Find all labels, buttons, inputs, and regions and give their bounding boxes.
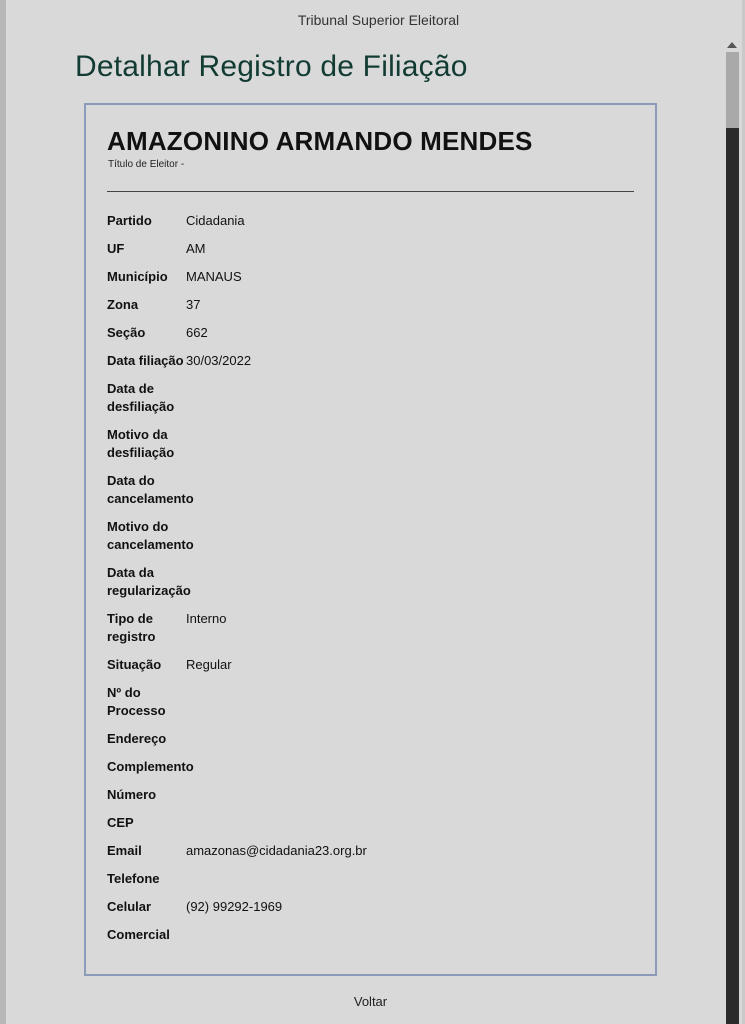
field-row-motivo-cancelamento <box>107 518 634 564</box>
field-value: 30/03/2022 <box>186 353 252 368</box>
field-label: Complemento <box>107 759 194 774</box>
field-label: Data do cancelamento <box>107 473 194 506</box>
field-row-situacao <box>107 656 634 684</box>
field-value: Regular <box>186 657 232 672</box>
person-name: AMAZONINO ARMANDO MENDES <box>107 126 533 156</box>
field-row-comercial <box>107 926 634 954</box>
field-label: Celular <box>107 899 152 914</box>
scrollbar-track-segment <box>726 52 739 128</box>
field-row-complemento <box>107 758 634 786</box>
field-row-secao <box>107 324 634 352</box>
record-card <box>84 103 657 976</box>
field-label: Telefone <box>107 871 160 886</box>
field-row-data-filiacao <box>107 352 634 380</box>
site-header: Tribunal Superior Eleitoral <box>297 12 460 28</box>
back-link[interactable]: Voltar <box>353 994 388 1009</box>
field-value: (92) 99292-1969 <box>186 899 283 914</box>
field-label: Data da regularização <box>107 565 191 598</box>
field-value: amazonas@cidadania23.org.br <box>186 843 367 858</box>
field-row-motivo-desfiliacao <box>107 426 634 472</box>
field-label: UF <box>107 241 125 256</box>
field-value: 37 <box>186 297 201 312</box>
voter-title-label: Título de Eleitor - <box>108 159 185 170</box>
field-row-municipio <box>107 268 634 296</box>
field-label: Data de desfiliação <box>107 381 175 414</box>
field-row-endereco <box>107 730 634 758</box>
field-label: CEP <box>107 815 134 830</box>
field-row-data-desfiliacao <box>107 380 634 426</box>
field-label: Motivo da desfiliação <box>107 427 175 460</box>
field-label: Partido <box>107 213 152 228</box>
field-value: AM <box>186 241 206 256</box>
field-label: Seção <box>107 325 146 340</box>
field-label: Zona <box>107 297 139 312</box>
field-row-zona <box>107 296 634 324</box>
field-label: Município <box>107 269 168 284</box>
field-label: Endereço <box>107 731 167 746</box>
divider <box>107 191 634 192</box>
scrollbar-thumb[interactable] <box>726 128 739 1024</box>
field-value: 662 <box>186 325 208 340</box>
record-fields <box>107 212 634 954</box>
vertical-scrollbar[interactable] <box>726 42 739 1024</box>
field-label: Número <box>107 787 157 802</box>
field-value: Cidadania <box>186 213 245 228</box>
field-row-numero-processo <box>107 684 634 730</box>
field-label: Situação <box>107 657 162 672</box>
field-value: MANAUS <box>186 269 242 284</box>
field-label: Tipo de registro <box>107 611 156 644</box>
field-value: Interno <box>186 611 227 626</box>
field-label: Data filiação <box>107 353 184 368</box>
field-row-celular <box>107 898 634 926</box>
field-label: Motivo do cancelamento <box>107 519 194 552</box>
page-title: Detalhar Registro de Filiação <box>75 50 468 83</box>
scroll-up-arrow-icon[interactable] <box>727 42 737 48</box>
field-label: Comercial <box>107 927 170 942</box>
field-row-numero <box>107 786 634 814</box>
field-row-uf <box>107 240 634 268</box>
field-row-telefone <box>107 870 634 898</box>
field-label: Nº do Processo <box>107 685 166 718</box>
field-row-data-regularizacao <box>107 564 634 610</box>
field-row-partido <box>107 212 634 240</box>
field-row-cep <box>107 814 634 842</box>
field-row-tipo-registro <box>107 610 634 656</box>
field-label: Email <box>107 843 142 858</box>
field-row-email <box>107 842 634 870</box>
field-row-data-cancelamento <box>107 472 634 518</box>
